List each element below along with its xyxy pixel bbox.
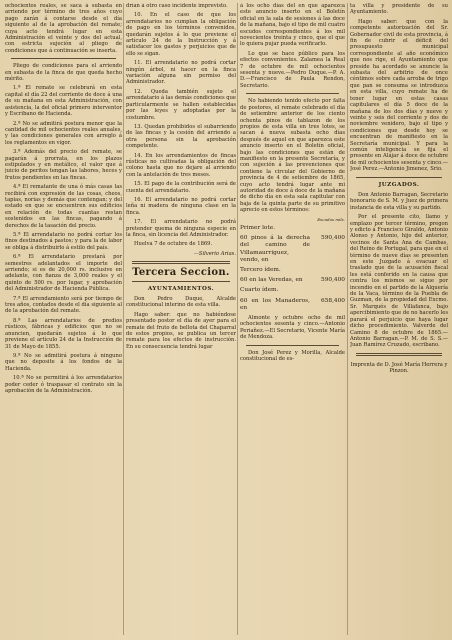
paragraph: Lo que se hace público para los efectos convenientes. Zalamea la Real 7 de octubre de mil ochocientos sesenta y nueve.—Pedro Duque.—P. A. D.—Francisco de Paula Rendon, Secretario.	[240, 50, 345, 89]
lot-label: 60 pinos á la derecha del camino de Villamaurriguez, vendo, en	[240, 235, 310, 263]
section-divider	[132, 261, 230, 264]
paragraph: 11. El arrendatario no podrá cortar ningún árbol, ni hacer en la finca variación alguna sin permiso del Administrador.	[126, 60, 236, 86]
condition-5: 5.ª El arrendatario no podrá cortar los finos destinados á pastos; y para la de labor se obliga á distribuirlo á estilo del país.	[5, 232, 122, 251]
paragraph: ta villa y presidente de su Ayuntamiento.	[350, 3, 448, 16]
paragraph: Hago saber: que no habiéndose presentado postor el día de ayer para el remate del fruto de bellota del Chaparral de estos propios, se publica un tercer remate para los efectos de instrucción. En su consecuencia tendrá lugar	[126, 311, 236, 350]
paragraph: 16. El arrendatario no podrá cortar leña ni madera de ninguna clase en la finca.	[126, 196, 236, 216]
pliego-title: Pliego de condiciones para el arriendo en subasta de la finca de que queda hecho mérito.	[5, 63, 122, 83]
lot-label: 60 en los Manaderos, en	[240, 297, 310, 311]
next-notice: Don José Perez y Morilla, Alcalde constitucional de es-	[240, 349, 345, 363]
table-header: Escudos mils.	[317, 216, 345, 222]
lot-row	[240, 277, 345, 284]
lot-amount: 590,400	[321, 277, 345, 284]
paragraph: Hago saber: que con la competente autorización del Sr. Gobernador civil de esta provincia, á fin de cubrir el déficit del presupuesto municipal correspondiente al año económico que nos rige, el Ayuntamiento que preside ha acordado se anuncie la subasta del arbitrio de once céntimos sobre cada arroba de trigo que pan se consuma se introduzca en esta villa, cuyo remate ha de tener lugar en estas casas capitulares el día 5 doce de la mañana de los dos días y nueve y veinte y seis del corriente y dos de noviembre venidero, bajo el tipo y condiciones que desde hoy se encuentran de manifiesto en la Secretaría municipal. Y para la común inteligencia se fija el presente en Alájar á doce de octubre de mil ochocientos sesenta y cinco.—José Perez.—Antonio Jimenez, Srio.	[350, 18, 448, 173]
paragraph: 17. El arrendatario no podrá pretender quema de ninguna especie en la finca, sin licencia del Administrador.	[126, 219, 236, 238]
divider	[356, 353, 442, 356]
paragraph: Don Antonio Barragan, Secretario honorario de S. M. y Juez de primera instancia de esta villa y su partido.	[350, 191, 448, 211]
column-1	[5, 3, 122, 637]
column-4	[350, 3, 448, 637]
paragraph: 10. En el caso de que los arrendatarios no cumplan la obligación de pago en los términos convenidos, quedarán sujetos á lo que previene el artículo 24 de la Instrucción y á satisfacer los gastos y perjuicios que de ello se sigan.	[126, 12, 236, 57]
lot-amount: 590,400	[321, 235, 345, 242]
subsection-title: AYUNTAMIENTOS.	[147, 285, 215, 292]
paragraph: drían á otro caso incidente imprevisto.	[126, 3, 228, 9]
section-title: Tercera Seccion.	[132, 267, 230, 279]
column-rule	[347, 3, 348, 635]
printer-imprint: Imprenta de D. José María Herrera y Pinzon.	[350, 361, 448, 375]
column-3	[240, 3, 345, 637]
column-2	[126, 3, 236, 637]
intro-paragraph: ochocientos reales, se saca á subasta en arriendo por término de tres años cuyo pago zarán á contarse desde el día siguiente al de la aprobación del remate; cuya acto tendrá lugar en esta Administración el veinte y dos del actual, con estricta sujeción al pliego de condiciones que á continuación se inserta.	[5, 3, 122, 54]
lot-row	[240, 225, 345, 232]
divider	[132, 281, 230, 282]
closing-paragraph: Almonte y octubre ocho de mil ochocientos sesenta y cinco.—Antonio Periañez.—El Secretario, Vicente María de Mendoza.	[240, 315, 345, 341]
divider	[356, 177, 442, 178]
lot-label: 60 en las Veredas, en	[240, 277, 303, 284]
column-rule	[123, 3, 124, 635]
column-rule	[237, 3, 238, 635]
divider	[11, 58, 116, 59]
paragraph: 12. Queda también sujeto el arrendatario á las demás condiciones que particularmente se hallen establecidas por las leyes y adoptadas por la costumbre.	[126, 88, 236, 121]
paragraph: Por el presente cito, llamo y emplazo por tercer término, pregon y edicto á Francisco Giraldo, Antonio Alonso y Antonio, hijo del anterior, vecinos de Santa Ana de Cambas, del Reino de Portugal, para que en el término de nueve días se presenten en este Juzgado á evacuar el traslado que de la acusación fiscal les está conferido en la causa que contra los mismos se sigue por incendio en el partido de la Alquería de la Vaca, término de la Puebla de Guzman, de la propiedad del Excmo. Sr. Marqués de Villafanca, bajo apercibimiento que de no hacerlo les parará el perjuicio que haya lugar dicho procedimiento. Valverde del Camino 8 de octubre de 1865.—Antonio Barragan.—P. M. de S. S.—Juan Ramírez Cruzado, escribano.	[350, 214, 448, 349]
condition-4: 4.ª El rematante de una ó más casas las recibirá con expresión de las cosas, cheos, tapias, norias y demás que contengan; y del estado en que se encuentren sus edificios en relación de todas cuantas restan sostenidos en las fincas, pagando á derechos de la tasación del precio.	[5, 184, 122, 229]
section-heading: JUZGADOS.	[378, 181, 420, 188]
condition-8: 8.ª Las arrendatarios de predios rústicos, fábricas y edificios que no se anuncien, quedarán sujetos á lo que previene el artículo 24 de la Instrucción de 31 de Mayo de 1855.	[5, 317, 122, 350]
condition-7: 7.ª El arrendamiento será por tiempo de tres años, contados desde el día siguiente al de la aprobación del remate.	[5, 295, 122, 315]
lot-label: Cuarto ídem.	[240, 287, 279, 294]
lot-row	[240, 287, 345, 294]
condition-10: 10.ª No se permitirá á los arrendatarios poder ceder ó traspasar el contrato sin la aprobación de la Administración.	[5, 375, 122, 394]
paragraph: 14. En los arrendamientos de fincas rústicas no cultivadas la obligación del colono hasta que no dejare al arriendo con la antelación de tres meses.	[126, 152, 236, 178]
lot-row	[240, 298, 345, 312]
condition-9: 9.ª No se admitirá postura á ninguno que no deposite á los fondos de la Hacienda.	[5, 352, 122, 372]
condition-6: 6.ª El arrendatario prestará por semestres adelantados el importe del arriendo; si es de 20,000 rs. inclusive en adelante, con fianza de 3,000 reales y el quinto de 500 rs. por lugar, y aprobación del Administrador de Hacienda Pública.	[5, 254, 122, 293]
paragraph: No habiendo tenido efecto por falta de postores, el remate celebrado el día de setiembre anterior de los ciento ochenta pinos de tablazon de los propios de esta villa en tres lotes, se sacan á nueva subasta ocho días después de aquel en que aparezca este anuncio inserto en el Boletín oficial, bajo las condiciones que están de manifiesto en la presente Secretaría, y con sujeción á las prevenciones que contiene la circular del Gobierno de provincia de 4 de setiembre de 1865, cuyo acto tendrá lugar ante mi autoridad de doce á doce de la mañana de dicho día en esta sala capitular con baja de la quinta parte de su primitivo aprecio en estos términos:	[240, 98, 345, 214]
paragraph: Don Pedro Duque, Alcalde constitucional interino de esta villa.	[126, 296, 236, 309]
divider	[246, 93, 339, 94]
signature: —Silverio Arias.	[193, 250, 236, 257]
dateline: Huelva 7 de octubre de 1869.	[134, 241, 213, 248]
condition-1: 1.ª El remate se celebrará en esta capital el día 22 del corriente de doce á una de su mañana en esta Administración, con asistencia, la del oficial primero interventor y Escribano de Hacienda.	[5, 85, 122, 118]
lot-row	[240, 235, 345, 264]
paragraph: á los ocho días del en que aparezca este anuncio inserto en el Boletín oficial en la sala de sesiones á las doce de la mañana, bajo el tipo de mil cuatro escudos correspondientes á los mil novecientos treinta y cinco, que el que lo quiera pujar pueda verificarlo.	[240, 3, 345, 48]
lot-label: Primer lote.	[240, 225, 276, 231]
paragraph: 15. El pago de la contribución será de cuenta del arrendatario.	[126, 181, 236, 194]
divider	[246, 345, 339, 346]
condition-3: 3.ª Además del precio del remate, se pagarán á prorrata, en los plazos estipulados y en metálico, el valor que á juicio de peritos tengan las labores, heces y frutos pendientes en las fincas.	[5, 149, 122, 181]
lot-amount: 658,400	[321, 297, 345, 304]
condition-2: 2.ª No se admitirá postura menor que la cantidad de mil ochocientos reales anuales, y las condiciones generales con arreglo á los reglamentos en vigor.	[5, 120, 122, 146]
lot-row	[240, 267, 345, 274]
lot-label: Tercero ídem.	[240, 267, 281, 274]
paragraph: 13. Quedan prohibidos el subarriendo de las fincas y la cesión del arriendo a otra persona sin la aprobación competente.	[126, 123, 236, 150]
